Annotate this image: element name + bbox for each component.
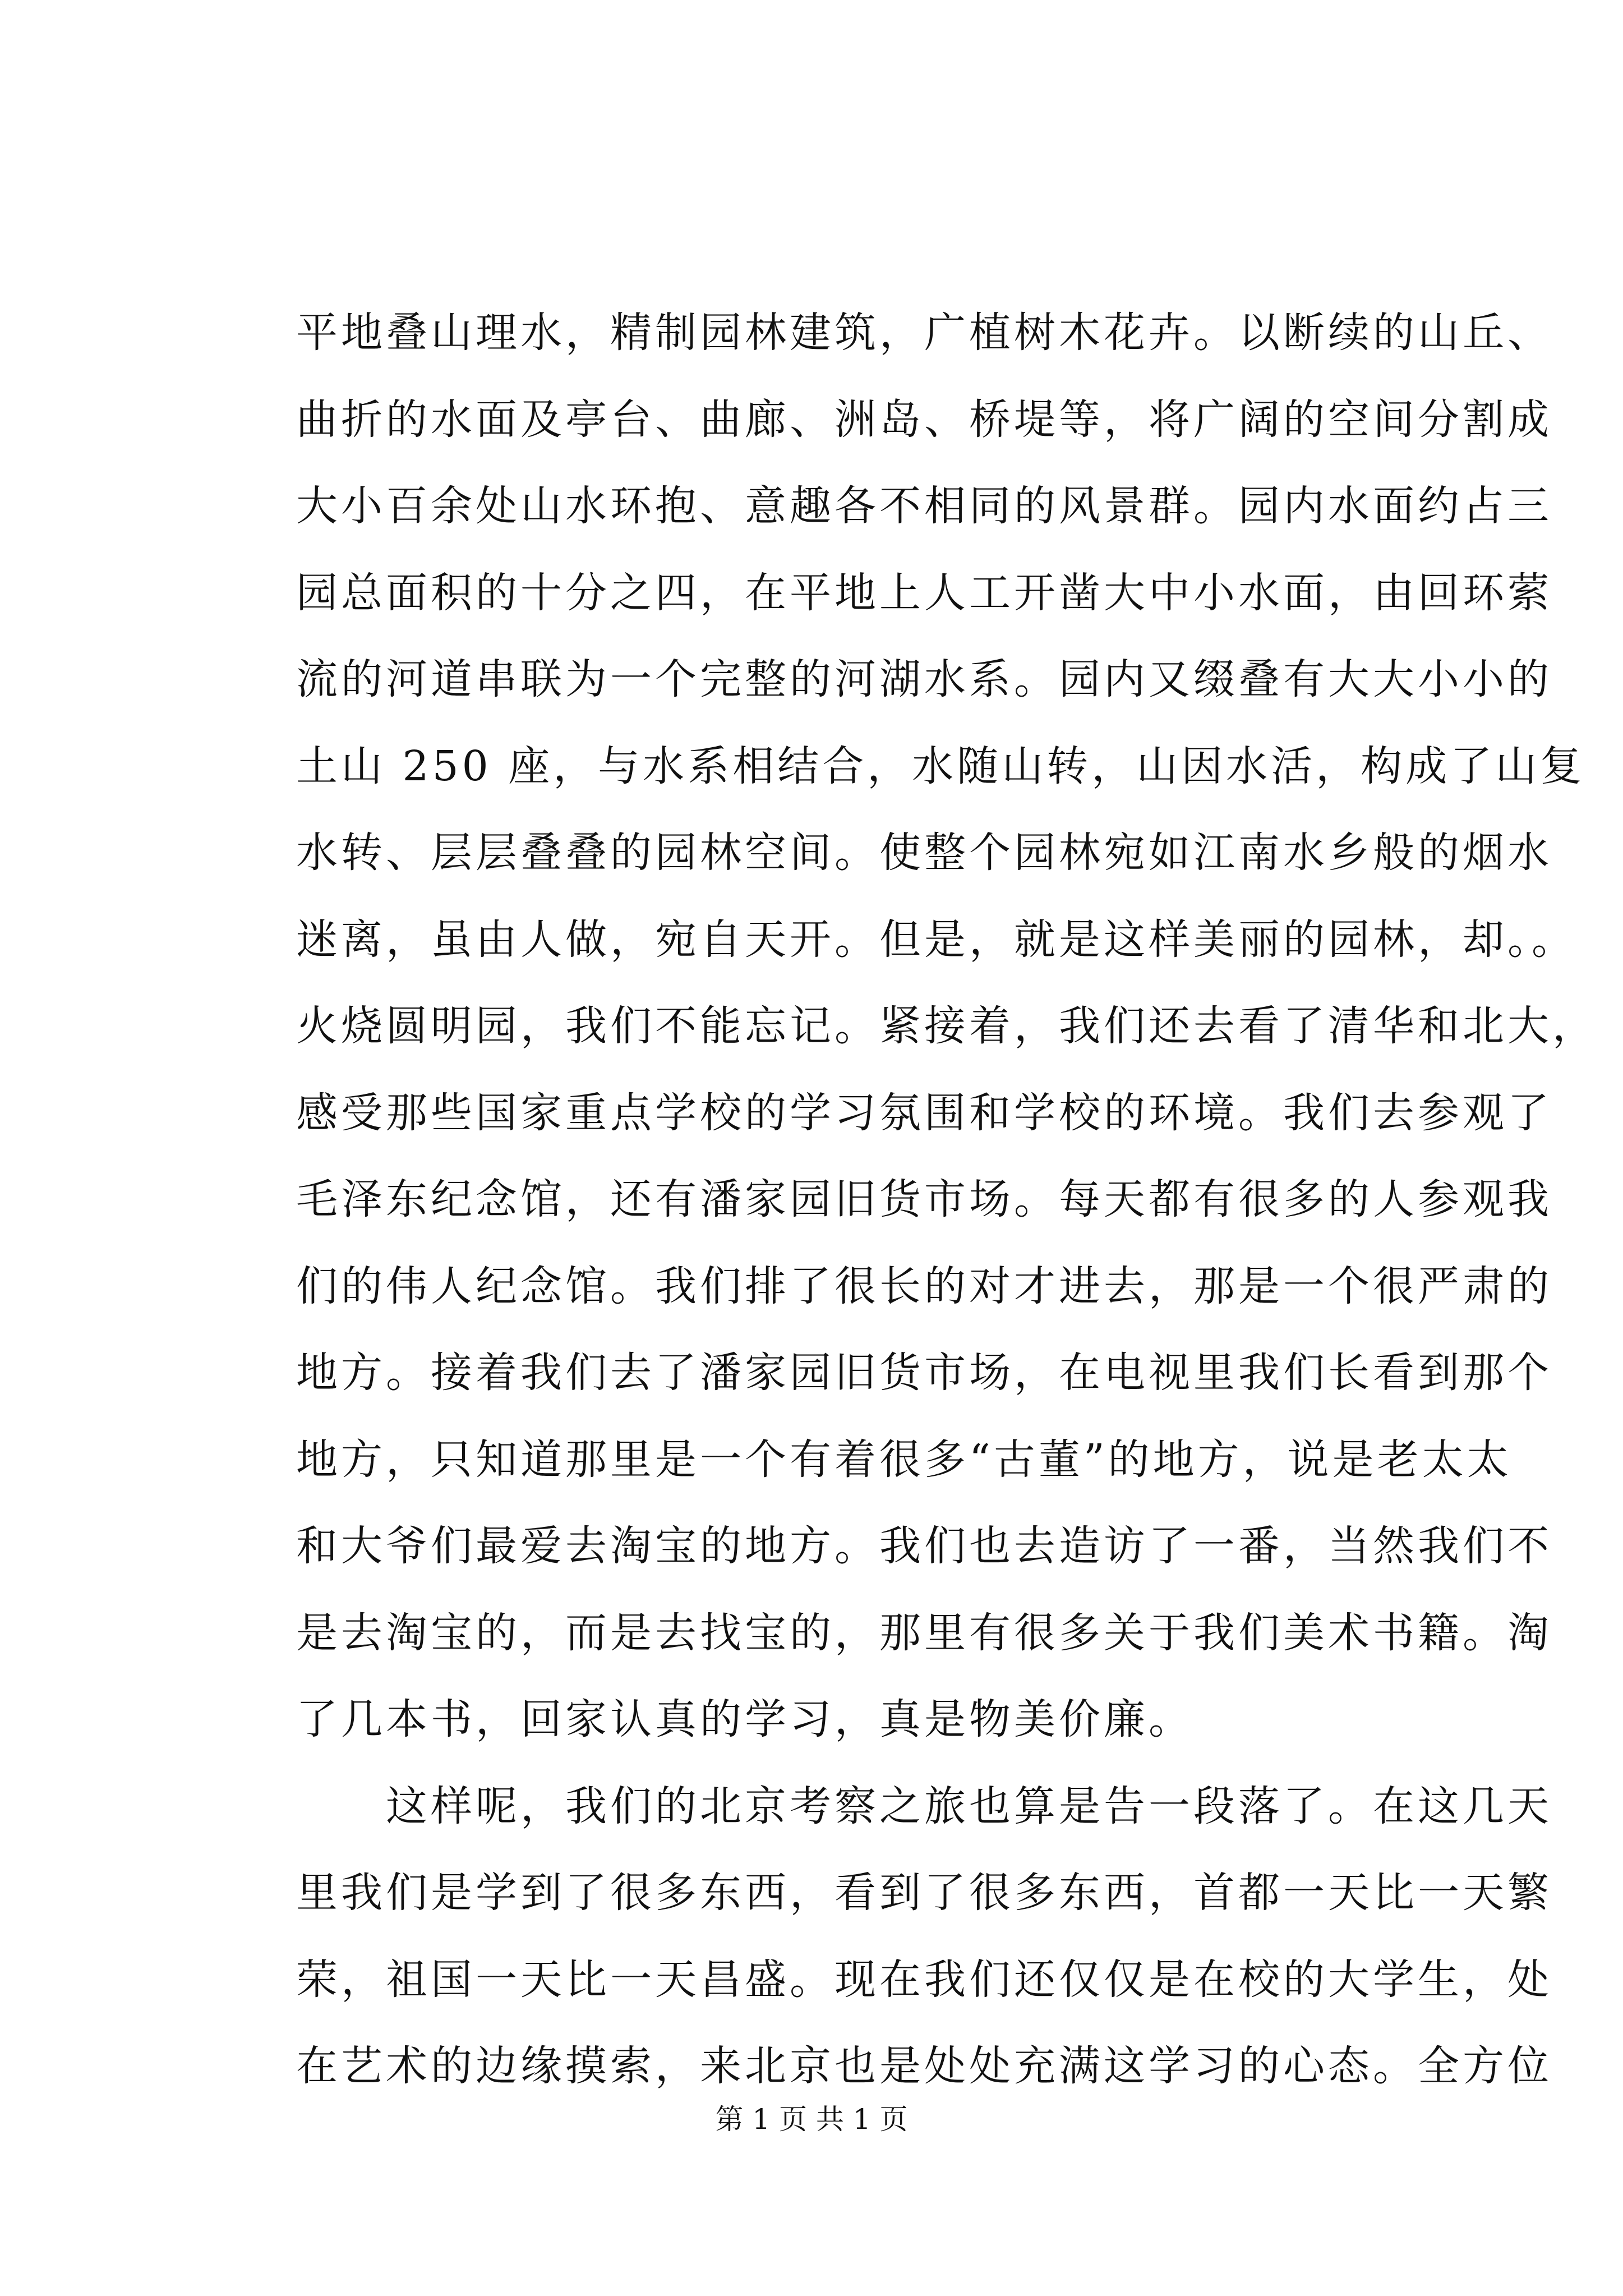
text-line: 园总面积的十分之四，在平地上人工开凿大中小水面，由回环萦 xyxy=(296,569,1552,617)
text-line: 平地叠山理水，精制园林建筑，广植树木花卉。以断续的山丘、 xyxy=(296,309,1552,357)
text-line: 地方，只知道那里是一个有着很多“古董”的地方，说是老太太 xyxy=(296,1435,1512,1484)
text-line: 流的河道串联为一个完整的河湖水系。园内又缀叠有大大小小的 xyxy=(296,655,1552,703)
text-line: 在艺术的边缘摸索，来北京也是处处充满这学习的心态。全方位 xyxy=(296,2042,1552,2090)
text-line: 是去淘宝的，而是去找宝的，那里有很多关于我们美术书籍。淘 xyxy=(296,1609,1552,1657)
text-line: 和大爷们最爱去淘宝的地方。我们也去造访了一番，当然我们不 xyxy=(296,1522,1552,1570)
text-line: 曲折的水面及亭台、曲廊、洲岛、桥堤等，将广阔的空间分割成 xyxy=(296,395,1552,444)
text-line: 毛泽东纪念馆，还有潘家园旧货市场。每天都有很多的人参观我 xyxy=(296,1175,1552,1223)
paragraph-start-line: 这样呢，我们的北京考察之旅也算是告一段落了。在这几天 xyxy=(296,1782,1552,1830)
text-line: 感受那些国家重点学校的学习氛围和学校的环境。我们去参观了 xyxy=(296,1089,1552,1137)
page-footer: 第 1 页 共 1 页 xyxy=(715,2103,908,2136)
text-line: 了几本书，回家认真的学习，真是物美价廉。 xyxy=(296,1695,1193,1743)
text-line: 地方。接着我们去了潘家园旧货市场，在电视里我们长看到那个 xyxy=(296,1349,1552,1397)
text-line: 里我们是学到了很多东西，看到了很多东西，首都一天比一天繁 xyxy=(296,1869,1552,1917)
text-line: 土山 250 座，与水系相结合，水随山转，山因水活，构成了山复 xyxy=(296,742,1585,790)
text-line: 大小百余处山水环抱、意趣各不相同的风景群。园内水面约占三 xyxy=(296,482,1552,530)
text-line: 们的伟人纪念馆。我们排了很长的对才进去，那是一个很严肃的 xyxy=(296,1262,1552,1310)
text-line: 荣，祖国一天比一天昌盛。现在我们还仅仅是在校的大学生，处 xyxy=(296,1955,1552,2004)
text-line: 迷离，虽由人做，宛自天开。但是，就是这样美丽的园林，却。。 xyxy=(296,915,1576,964)
text-line: 水转、层层叠叠的园林空间。使整个园林宛如江南水乡般的烟水 xyxy=(296,829,1552,877)
text-line: 火烧圆明园，我们不能忘记。紧接着，我们还去看了清华和北大， xyxy=(296,1002,1597,1050)
